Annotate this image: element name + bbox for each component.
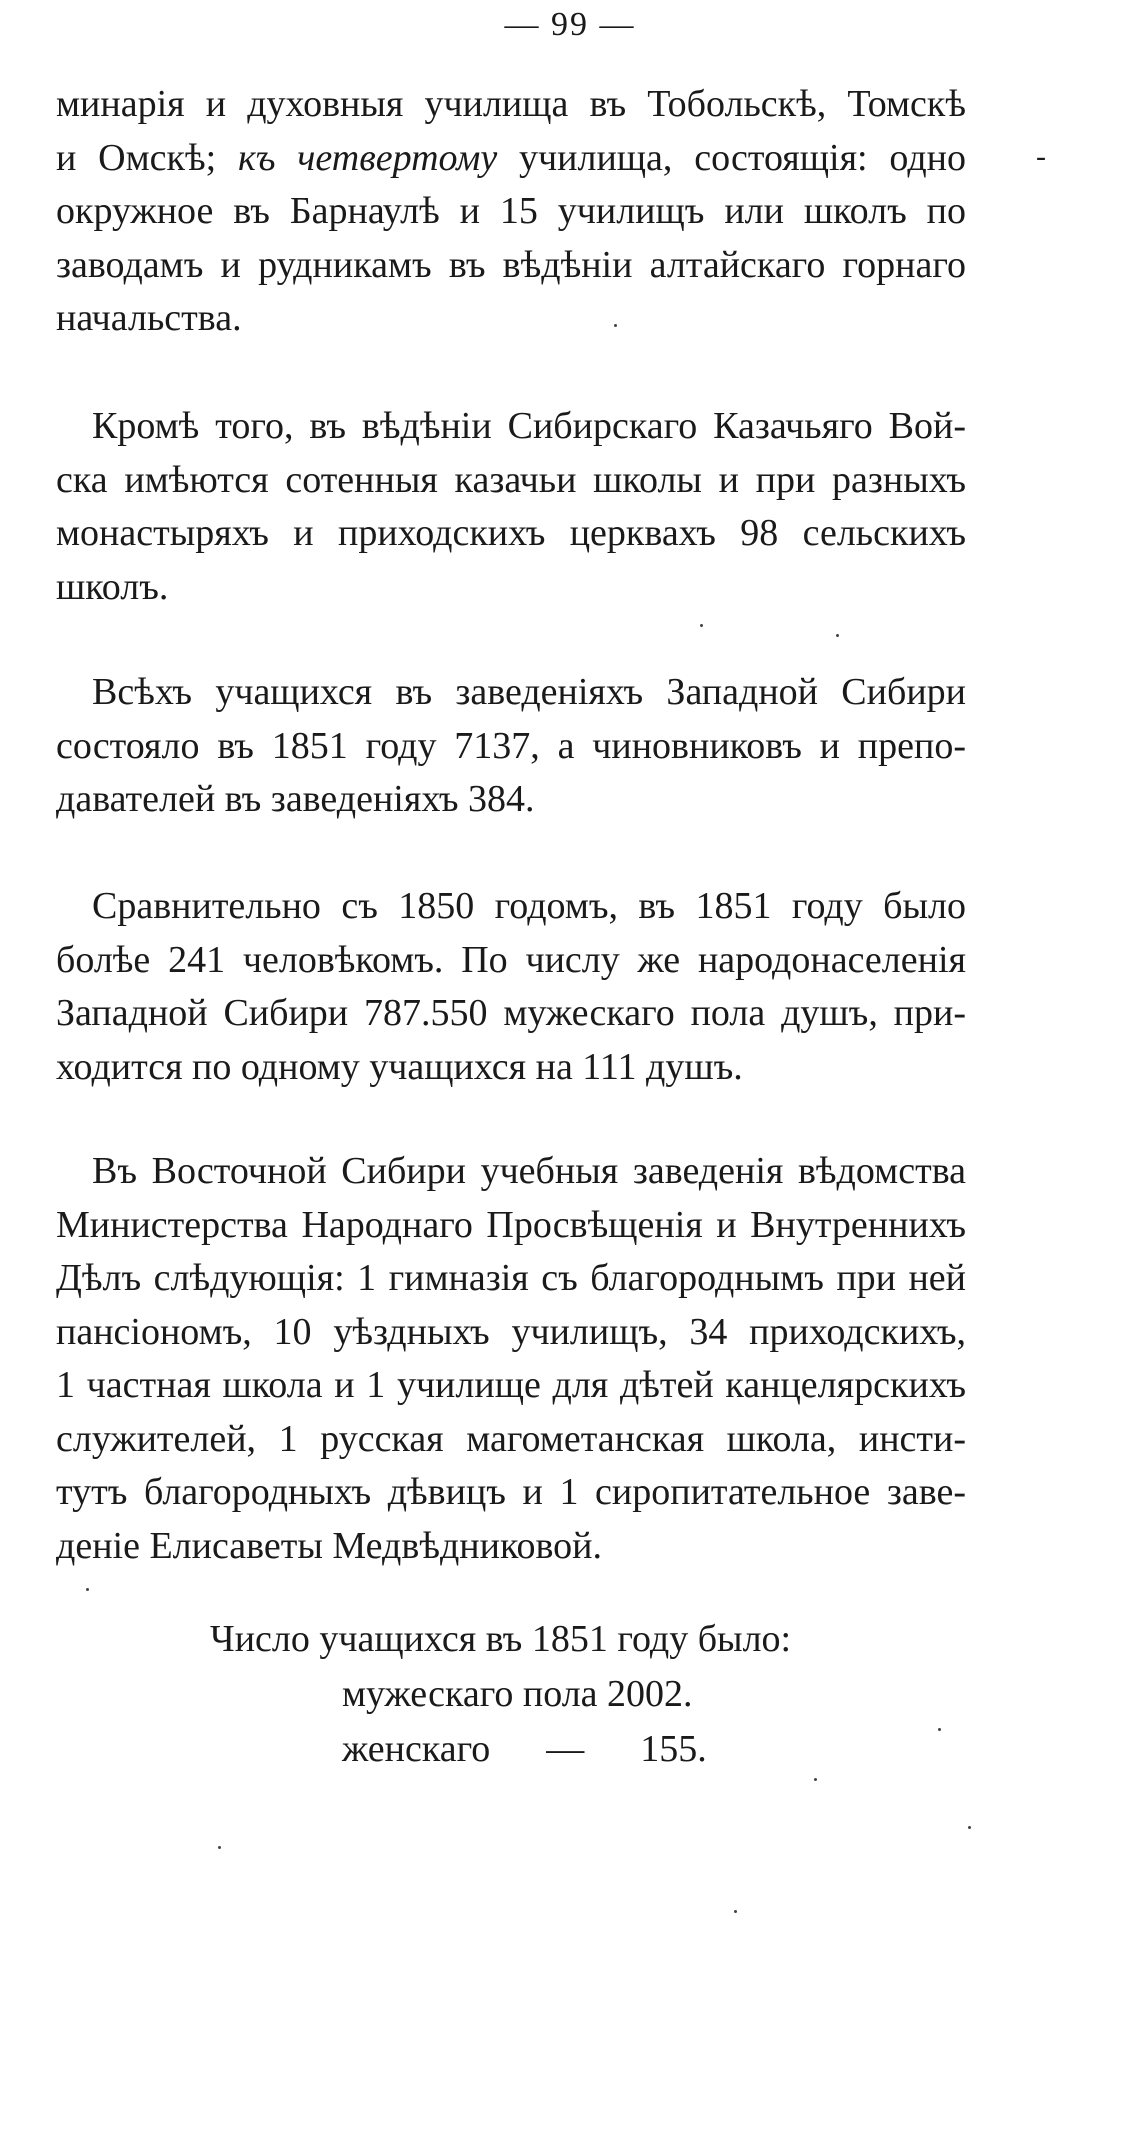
scan-speck — [700, 624, 703, 627]
text-line: Западной Сибири 787.550 мужескаго пола душъ, при- — [56, 992, 966, 1034]
summary-female-row — [342, 1722, 707, 1777]
margin-mark: - — [1036, 140, 1046, 173]
scan-speck — [734, 1910, 737, 1913]
paragraph-2 — [56, 400, 966, 614]
text-line: состояло въ 1851 году 7137, а чиновниковъ и препо- — [56, 724, 966, 767]
text-line: тутъ благородныхъ дѣвицъ и 1 сиропитательное заве- — [56, 1471, 966, 1513]
scan-speck — [938, 1728, 941, 1731]
text-line: заводамъ и рудникамъ въ вѣдѣніи алтайскаго горнаго — [56, 243, 966, 286]
text-line: Сравнительно съ 1850 годомъ, въ 1851 году было — [92, 885, 966, 927]
paragraph-4 — [56, 880, 966, 1094]
paragraph-3 — [56, 666, 966, 827]
text-line: давателей въ заведеніяхъ 384. — [56, 778, 535, 820]
text-line: Всѣхъ учащихся въ заведеніяхъ Западной Сибири — [92, 671, 966, 713]
italic-phrase: къ четвертому — [237, 136, 498, 179]
text-line: окружное въ Барнаулѣ и 15 училищъ или школъ по — [56, 190, 966, 232]
text-fragment: и Омскѣ; — [56, 136, 238, 179]
female-label: женскаго — [342, 1728, 491, 1770]
text-line: пансіономъ, 10 уѣздныхъ училищъ, 34 приходскихъ, — [56, 1310, 966, 1353]
text-line: 1 частная школа и 1 училище для дѣтей канцелярскихъ — [56, 1364, 966, 1406]
scan-speck — [86, 1588, 89, 1591]
scan-speck — [614, 324, 617, 327]
text-line: болѣе 241 человѣкомъ. По числу же народонаселенія — [56, 938, 966, 981]
text-line: начальства. — [56, 297, 242, 339]
summary-male-row: мужескаго пола 2002. — [342, 1673, 693, 1715]
scan-speck — [218, 1846, 221, 1849]
text-line: минарія и духовныя училища въ Тобольскѣ, Томскѣ — [56, 83, 966, 125]
text-line: Министерства Народнаго Просвѣщенія и Внутреннихъ — [56, 1203, 966, 1246]
scan-speck — [814, 1778, 817, 1781]
summary-title: Число учащихся въ 1851 году было: — [210, 1618, 792, 1660]
ditto-dash: — — [546, 1728, 585, 1770]
text-line: Дѣлъ слѣдующія: 1 гимназія съ благороднымъ при ней — [56, 1257, 966, 1299]
female-value: 155. — [640, 1728, 707, 1770]
text-line: служителей, 1 русская магометанская школа, инсти- — [56, 1417, 966, 1460]
text-fragment: училища, состоящія: одно — [497, 136, 967, 179]
text-line: ска имѣются сотенныя казачьи школы и при разныхъ — [56, 458, 966, 501]
text-line: деніе Елисаветы Медвѣдниковой. — [56, 1524, 603, 1567]
text-line: Кромѣ того, въ вѣдѣніи Сибирскаго Казачьяго Вой- — [92, 405, 966, 447]
text-line: школъ. — [56, 565, 169, 608]
page-number: — 99 — — [504, 6, 636, 43]
text-line: Въ Восточной Сибири учебныя заведенія вѣдомства — [92, 1150, 966, 1192]
text-line: ходится по одному учащихся на 111 душъ. — [56, 1045, 743, 1088]
scan-speck — [836, 634, 839, 637]
text-line — [56, 132, 966, 186]
scan-speck — [968, 1826, 971, 1829]
paragraph-1 — [56, 78, 966, 346]
paragraph-5 — [56, 1145, 966, 1573]
text-line: монастыряхъ и приходскихъ церквахъ 98 сельскихъ — [56, 512, 966, 554]
